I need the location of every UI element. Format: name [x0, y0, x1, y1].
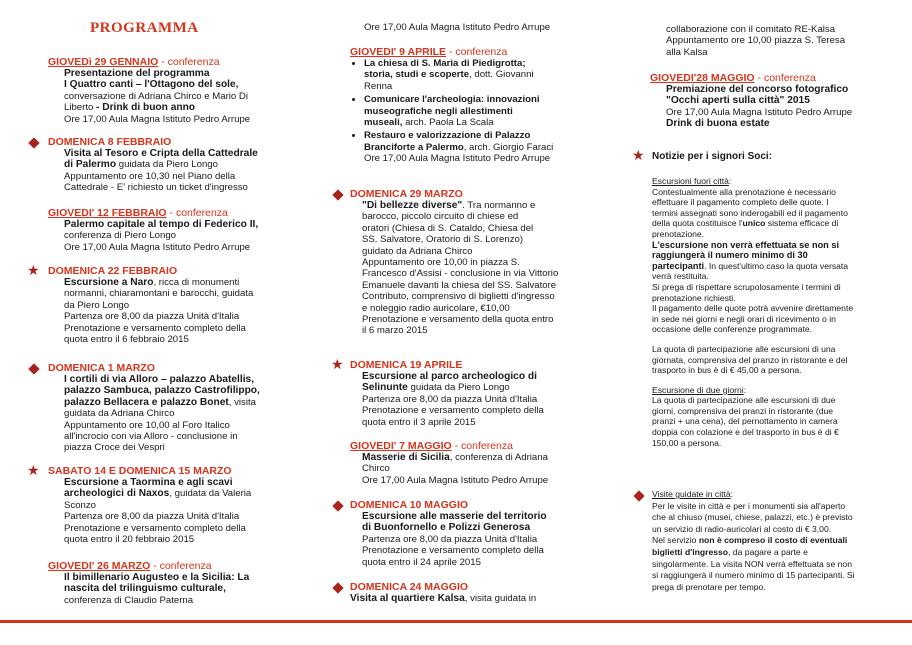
event-line: - Drink di buon anno: [96, 102, 196, 114]
event-line: Appuntamento ore 10,30 nel Piano della: [64, 170, 236, 182]
event-line: , visita guidata in: [464, 593, 537, 604]
event-10-maggio: [350, 499, 547, 568]
event-line: SS. Salvatore, Oratorio di S. Lorenzo): [362, 234, 524, 246]
event-date: DOMENICA 10 MAGGIO: [350, 499, 469, 511]
conference-list: [350, 58, 553, 165]
diamond-bullet-icon: [332, 189, 343, 200]
event-line: Appuntamento ore 10,00 in piazza S.: [362, 257, 520, 269]
event-line: . Tra normanno e: [462, 200, 536, 211]
event-date: GIOVEDI' 12 FEBBRAIO: [48, 207, 167, 219]
event-line: Palermo capitale al tempo di Federico II,: [64, 219, 259, 230]
bottom-rule: [0, 620, 912, 623]
diamond-bullet-icon: [332, 500, 343, 511]
event-date: DOMENICA 19 APRILE: [350, 359, 463, 371]
event-date: DOMENICA 8 FEBBRAIO: [48, 136, 172, 148]
event-line: quota entro il 3 aprile 2015: [362, 416, 476, 428]
event-line: oratori (Chiesa di S. Cataldo, Chiesa del: [362, 222, 534, 234]
event-date: GIOVEDI' 7 MAGGIO: [350, 440, 452, 452]
event-line: Ore 17,00 Aula Magna Istituto Pedro Arrupe: [362, 474, 549, 486]
event-line: , conferenza di Adriana: [449, 452, 548, 463]
event-line: conversazione di Adriana Chirco e Mario Di: [64, 90, 248, 102]
event-line: Ore 17,00 Aula Magna Istituto Pedro Arrupe: [64, 113, 251, 125]
event-line: di Palermo: [64, 159, 117, 171]
event-type: - conferenza: [451, 440, 513, 452]
event-8-febbraio: [48, 136, 258, 194]
event-line: Cattedrale - E' richiesto un ticket d'ingresso: [64, 182, 248, 194]
event-line: palazzo Sambuca, palazzo Castrofilippo,: [64, 385, 260, 397]
event-line: Francesco d'Assisi - conclusione in via Vittorio: [362, 268, 559, 280]
diamond-bullet-icon: [28, 363, 39, 374]
event-line: guidata da Piero Longo: [407, 382, 510, 394]
event-line: archeologici di Naxos: [64, 488, 170, 500]
star-bullet-icon: ★: [27, 262, 40, 278]
event-line: , guidata da Valeria: [169, 488, 252, 500]
event-line: , visita: [228, 396, 256, 408]
event-22-febbraio: [48, 265, 253, 345]
event-line: guidata da Piero Longo: [116, 159, 218, 171]
star-bullet-icon: ★: [632, 147, 645, 163]
event-type: - conferenza: [754, 72, 816, 84]
diamond-bullet-icon: [633, 490, 644, 501]
event-line: , ricca di monumenti: [153, 277, 240, 288]
event-line: Chirco: [362, 463, 390, 475]
event-line: Prenotazione e versamento della quota entro: [362, 314, 554, 326]
notes-subheading: Visite guidate in città: [652, 489, 731, 499]
event-date: DOMENICA 24 MAGGIO: [350, 581, 469, 593]
event-line: Partenza ore 8,00 da piazza Unità d'Italia: [362, 533, 538, 545]
event-line: quota entro il 24 aprile 2015: [362, 556, 481, 568]
event-line: Contributo, comprensivo di biglietti d'ingresso: [362, 291, 555, 303]
event-12-febbraio: [48, 207, 258, 253]
event-date: GIOVEDI' 9 APRILE: [350, 46, 447, 58]
event-line: Escursione a Taormina e agli scavi: [64, 477, 233, 488]
event-line: Partenza ore 8,00 da piazza Unità d'Italia: [64, 311, 240, 323]
list-item: • Restauro e valorizzazione di Palazzo Branciforte a Palermo, arch. Giorgio Faraci Ore 17,00 Aula Magna Istituto Pedro Arrupe: [364, 130, 553, 164]
programma-title: PROGRAMMA: [90, 20, 199, 36]
event-line: il 6 marzo 2015: [362, 325, 428, 337]
event-28-maggio: [650, 72, 852, 130]
event-line: Masserie di Sicilia: [362, 452, 450, 463]
notes-subheading: Escursioni fuori città: [652, 176, 729, 186]
event-date: GIOVEDI' 26 MARZO: [48, 560, 151, 572]
event-1-marzo: [48, 362, 260, 454]
event-line: Il bimillenario Augusteo e la Sicilia: La: [64, 572, 250, 583]
event-line: Appuntamento ore 10,00 piazza S. Teresa: [666, 35, 846, 47]
event-line: quota entro il 20 febbraio 2015: [64, 534, 195, 546]
event-9-aprile: [350, 46, 553, 167]
event-date: DOMENICA 1 MARZO: [48, 362, 155, 374]
event-line: Ore 17,00 Aula Magna Istituto Pedro Arrupe: [364, 22, 551, 33]
event-type: - conferenza: [150, 560, 212, 572]
event-line: all'incrocio con via Alloro - conclusione in: [64, 431, 238, 443]
event-line: I cortili di via Alloro – palazzo Abatellis,: [64, 374, 255, 385]
event-line: Prenotazione e versamento completo della: [64, 522, 246, 534]
event-line: Sconzo: [64, 499, 96, 511]
list-item: • La chiesa di S. Maria di Piedigrotta; storia, studi e scoperte, dott. Giovanni Renna: [364, 58, 553, 92]
event-date: DOMENICA 29 MARZO: [350, 188, 463, 200]
event-line: da Piero Longo: [64, 299, 130, 311]
event-29-marzo: [350, 188, 558, 337]
event-date: GIOVEDI'28 MAGGIO: [650, 72, 755, 84]
event-line: Prenotazione e versamento completo della: [362, 545, 544, 557]
diamond-bullet-icon: [332, 582, 343, 593]
event-line: Ore 17,00 Aula Magna Istituto Pedro Arrupe: [666, 106, 853, 118]
star-bullet-icon: ★: [27, 462, 40, 478]
event-24-maggio: [350, 581, 536, 604]
event-line: Ore 17,00 Aula Magna Istituto Pedro Arrupe: [64, 241, 251, 253]
notes-visite: Visite guidate in città: Per le visite in città e per i monumenti sia all'aperto che al chiuso (musei, chiese, palazzi, etc.) è previsto un servizio di radio-auricolari al costo di € 3,00. Nel servizio non è compreso il costo di eventuali biglietti d'ingresso, da pagare a parte e singolarmente. La visita NON verrà effettuata se non si raggiungerà il numero minimo di 15 partecipanti. Si prega di prenotare per tempo.: [652, 489, 855, 592]
diamond-bullet-icon: [28, 137, 39, 148]
event-line: Liberto: [64, 102, 96, 114]
event-line: Prenotazione e versamento completo della: [362, 405, 544, 417]
event-line: Drink di buona estate: [666, 118, 770, 130]
event-type: - conferenza: [446, 46, 508, 58]
event-line: conferenza di Piero Longo: [64, 230, 177, 242]
event-29-gennaio: [48, 56, 250, 125]
event-line: Partenza ore 8,00 da piazza Unità d'Italia: [64, 511, 240, 523]
event-line: quota entro il 6 febbraio 2015: [64, 334, 189, 346]
event-line: collaborazione con il comitato RE-Kalsa: [666, 24, 836, 35]
event-line: Visita al quartiere Kalsa: [350, 593, 465, 604]
event-14-15-marzo: [48, 465, 251, 545]
notes-section: Notizie per i signori Soci:: [652, 151, 773, 162]
event-line: conferenza di Claudio Paterna: [64, 594, 194, 606]
event-line: "Di bellezze diverse": [362, 200, 463, 211]
notes-body: Escursioni fuori città: Contestualmente alla prenotazione è necessario effettuare il pagamento completo delle quote. I termini assegnati sono inderogabili ed il pagamento della quota costituisce l'unico sistema efficace di prenotazione. L'escursione non verrà effettuata se non si raggiungerà il numero minimo di 30 partecipanti. In quest'ultimo caso la quota versata verrà restituita. Si prega di rispettare scrupolosamente i termini di prenotazione richiesti. Il pagamento delle quote potrà avvenire direttamente in sede nei giorni e negli orari di ricevimento o in occasione delle conferenze programmate. La quota di partecipazione alle escursioni di una giornata, comprensiva del pranzo in ristorante e del trasporto in bus è di € 45,00 a persona. Escursione di due giorni: La quota di partecipazione alle escursioni di due giorni, comprensiva dei pranzi in ristorante (due pranzi + una cena), del pernottamento in camera doppia con colazione e del trasporto in bus è di € 150,00 a persona.: [652, 176, 854, 448]
list-item: • Comunicare l'archeologia: innovazioni museografiche negli allestimenti museali, arch. Paola La Scala: [364, 94, 553, 128]
notes-subheading: Escursione di due giorni: [652, 384, 744, 395]
event-line: palazzo Bellacera e palazzo Bonet: [64, 396, 229, 408]
event-line: Premiazione del concorso fotografico: [666, 84, 849, 95]
event-type: - conferenza: [158, 56, 220, 68]
event-line: "Occhi aperti sulla città" 2015: [666, 95, 810, 107]
event-line: piazza Croce dei Vespri: [64, 442, 165, 454]
event-line: Partenza ore 8,00 da piazza Unità d'Italia: [362, 393, 538, 405]
event-19-aprile: [350, 359, 544, 428]
event-date: GIOVEDì 29 GENNAIO: [48, 56, 159, 68]
notes-title: Notizie per i signori Soci: [652, 151, 769, 162]
event-line: Selinunte: [362, 382, 408, 394]
star-bullet-icon: ★: [331, 356, 344, 372]
event-line: Escursione al parco archeologico di: [362, 371, 537, 382]
event-26-marzo: [48, 560, 249, 606]
event-line: Visita al Tesoro e Cripta della Cattedrale: [64, 148, 258, 159]
event-line: Escursione a Naro: [64, 277, 154, 288]
event-line: I Quattro canti – l'Ottagono del sole,: [64, 79, 239, 91]
event-line: Appuntamento ore 10,00 al Foro Italico: [64, 419, 230, 431]
event-line: guidata da Adriana Chirco: [64, 408, 175, 420]
event-line: Emanuele davanti la chiesa del SS. Salvatore: [362, 279, 557, 291]
event-line: nascita del trilinguismo culturale,: [64, 583, 226, 595]
event-date: SABATO 14 E DOMENICA 15 MARZO: [48, 465, 232, 477]
event-line: Presentazione del programma: [64, 68, 210, 79]
event-line: alla Kalsa: [666, 46, 708, 58]
event-date: DOMENICA 22 FEBBRAIO: [48, 265, 178, 277]
event-line: Escursione alle masserie del territorio: [362, 511, 547, 522]
event-line: di Buonfornello e Polizzi Generosa: [362, 522, 531, 534]
event-line: guidato da Adriana Chirco: [362, 245, 473, 257]
event-line: normanni, chiaramontani e barocchi, guidata: [64, 288, 254, 300]
event-line: barocco, piccolo circuito di chiese ed: [362, 211, 519, 223]
event-line: Prenotazione e versamento completo della: [64, 322, 246, 334]
event-type: - conferenza: [166, 207, 228, 219]
event-line: e noleggio radio auricolare, €10,00: [362, 302, 510, 314]
event-7-maggio: [350, 440, 548, 486]
